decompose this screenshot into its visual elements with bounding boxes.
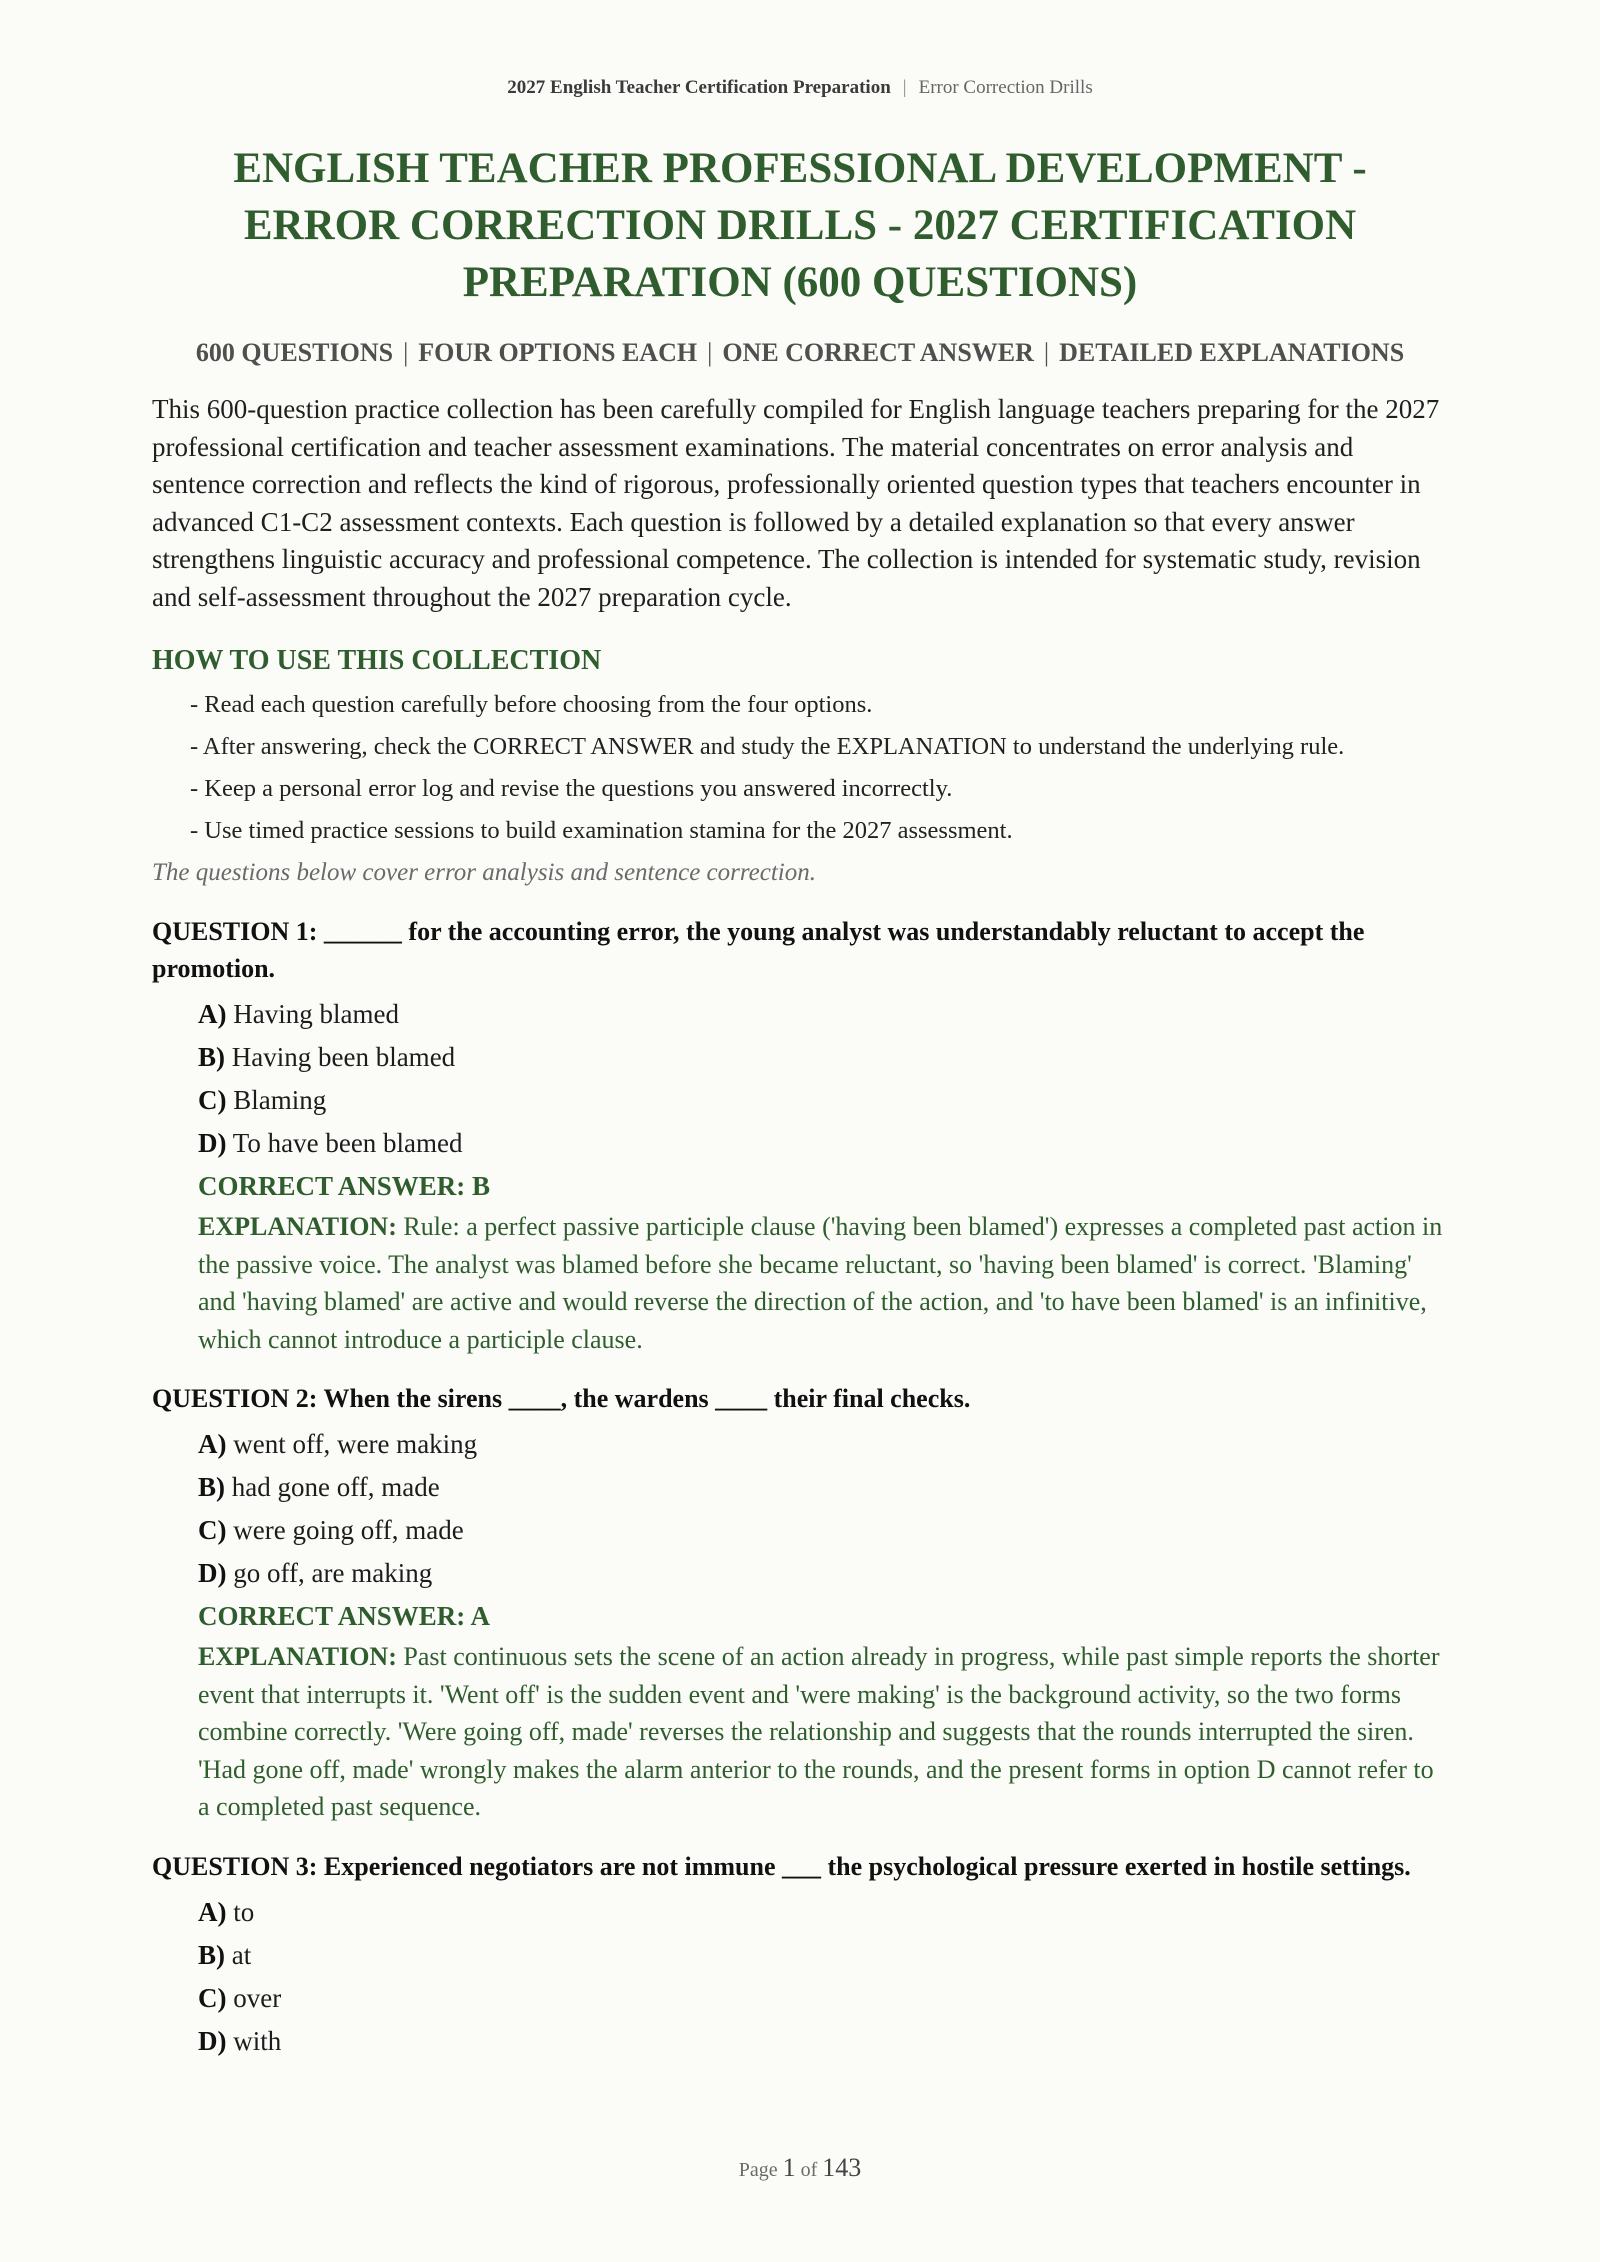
option-letter: D) [198,1558,227,1588]
page-footer [0,2153,1600,2183]
question-block [152,1848,1448,2063]
option-letter: A) [198,1896,227,1927]
page-of-label: of [800,2159,818,2181]
option-text: to [233,1896,255,1927]
how-to-heading: HOW TO USE THIS COLLECTION [152,645,602,676]
question-block [152,913,1448,1358]
option-letter: B) [198,1472,225,1502]
option-letter: D) [198,2025,227,2056]
option-item [198,1977,1448,2020]
option-item [198,2020,1448,2063]
question-stem: QUESTION 1: ______ for the accounting error, the young analyst was understandably reluctant to accept the promotion. [152,917,1365,983]
option-letter: A) [198,999,227,1029]
option-text: Having been blamed [231,1042,456,1072]
option-text: go off, are making [233,1558,433,1588]
page-label: Page [738,2159,778,2181]
page-number: 1 [782,2153,796,2182]
option-text: at [231,1939,252,1970]
coverage-note: The questions below cover error analysis and sentence correction. [152,859,817,886]
option-item [198,1934,1448,1977]
option-letter: C) [198,1982,227,2013]
document-subtitle [152,337,1448,369]
option-letter: B) [198,1939,225,1970]
page-total: 143 [822,2153,862,2182]
running-head [152,0,1448,100]
subtitle-item: 600 QUESTIONS [195,338,394,367]
option-text: over [233,1982,282,2013]
running-head-right: Error Correction Drills [918,77,1093,98]
explanation-label: EXPLANATION: [198,1642,397,1671]
subtitle-item: FOUR OPTIONS EACH [418,338,698,367]
subtitle-separator: | [403,338,409,367]
option-list [152,1423,1448,1595]
running-head-separator: | [902,77,907,98]
option-item [198,1079,1448,1122]
option-letter: A) [198,1429,227,1459]
option-text: To have been blamed [232,1128,463,1158]
option-text: Blaming [233,1085,327,1115]
subtitle-item: DETAILED EXPLANATIONS [1059,338,1405,367]
option-list [152,1891,1448,2063]
how-to-item: - Use timed practice sessions to build examination stamina for the 2027 assessment. [190,817,1013,844]
option-item [198,1466,1448,1509]
option-item [198,1036,1448,1079]
option-item [198,1509,1448,1552]
option-letter: B) [198,1042,225,1072]
option-item [198,1891,1448,1934]
option-text: had gone off, made [231,1472,440,1502]
title-line-3: PREPARATION (600 QUESTIONS) [462,259,1138,306]
how-to-item: - Read each question carefully before choosing from the four options. [190,691,873,718]
how-to-item: - Keep a personal error log and revise the questions you answered incorrectly. [190,775,953,802]
option-text: went off, were making [233,1429,478,1459]
option-letter: C) [198,1515,227,1545]
option-item [198,1552,1448,1595]
how-to-list [152,687,1448,848]
option-text: Having blamed [233,999,399,1029]
explanation-label: EXPLANATION: [198,1212,397,1241]
option-item [198,1122,1448,1165]
question-block [152,1380,1448,1826]
document-title [152,140,1448,311]
option-list [152,993,1448,1165]
option-letter: C) [198,1085,227,1115]
explanation-text: Past continuous sets the scene of an action already in progress, while past simple reports the shorter event that interrupts it. 'Went off' is the sudden event and 'were making' is the background activity, so the two forms combine correctly. 'Were going off, made' reverses the relationship and suggests that the rounds interrupted the siren. 'Had gone off, made' wrongly makes the alarm anterior to the rounds, and the present forms in option D cannot refer to a completed past sequence. [198,1642,1440,1821]
explanation [198,1208,1448,1358]
correct-answer: CORRECT ANSWER: B [198,1171,491,1201]
option-item [198,993,1448,1036]
running-head-left: 2027 English Teacher Certification Preparation [507,77,891,98]
explanation-text: Rule: a perfect passive participle clause ('having been blamed') expresses a completed past action in the passive voice. The analyst was blamed before she became reluctant, so 'having been blamed' is correct. 'Blaming' and 'having blamed' are active and would reverse the direction of the action, and 'to have been blamed' is an infinitive, which cannot introduce a participle clause. [198,1212,1443,1354]
option-text: were going off, made [233,1515,464,1545]
explanation [198,1638,1448,1826]
title-line-2: ERROR CORRECTION DRILLS - 2027 CERTIFICATION [243,202,1357,249]
subtitle-separator: | [707,338,713,367]
option-item [198,1423,1448,1466]
correct-answer: CORRECT ANSWER: A [198,1601,491,1631]
question-stem: QUESTION 3: Experienced negotiators are not immune ___ the psychological pressure exerted in hostile settings. [152,1851,1411,1881]
question-stem: QUESTION 2: When the sirens ____, the wardens ____ their final checks. [152,1384,971,1413]
subtitle-item: ONE CORRECT ANSWER [722,338,1034,367]
title-line-1: ENGLISH TEACHER PROFESSIONAL DEVELOPMENT - [233,145,1367,192]
option-text: with [233,2025,282,2056]
intro-paragraph: This 600-question practice collection has been carefully compiled for English language teachers preparing for the 2027 professional certification and teacher assessment examinations. The material concentrates on error analysis and sentence correction and reflects the kind of rigorous, professionally oriented question types that teachers encounter in advanced C1-C2 assessment contexts. Each question is followed by a detailed explanation so that every answer strengthens linguistic accuracy and professional competence. The collection is intended for systematic study, revision and self-assessment throughout the 2027 preparation cycle. [152,394,1440,612]
how-to-item: - After answering, check the CORRECT ANSWER and study the EXPLANATION to understand the underlying rule. [190,733,1345,760]
subtitle-separator: | [1043,338,1050,367]
option-letter: D) [198,1128,227,1158]
